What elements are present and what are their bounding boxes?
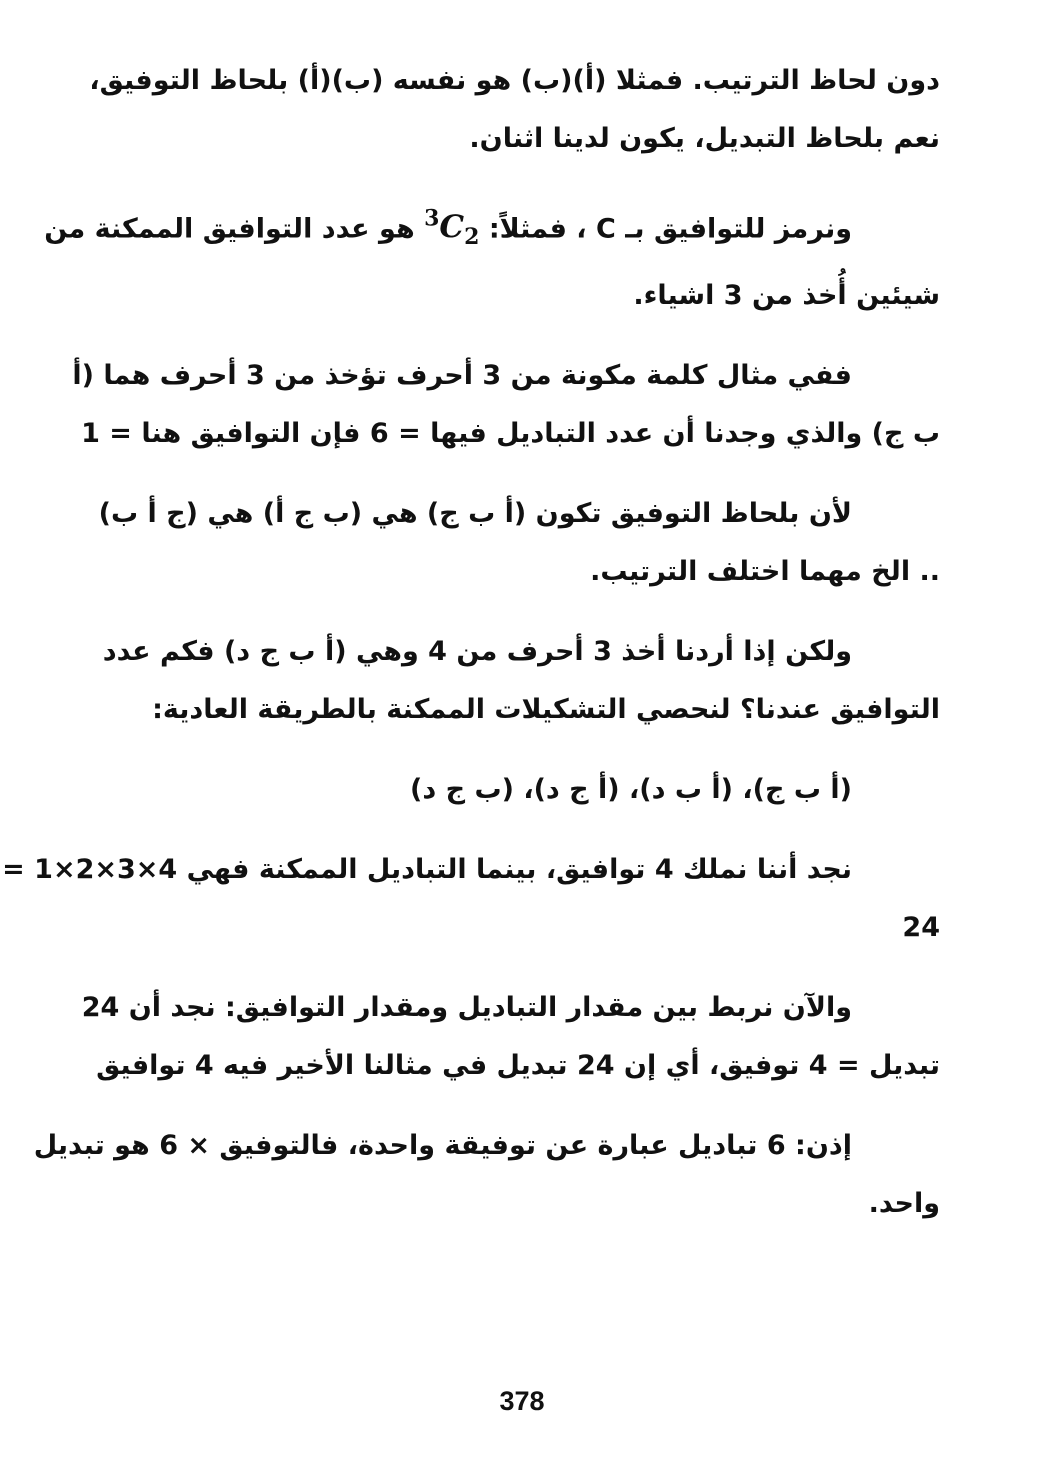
paragraph-4-line-1: لأن بلحاظ التوفيق تكون (أ ب ج) هي (ب ج أ) هي (ج أ ب)	[98, 497, 852, 529]
paragraph-2-line-1	[44, 190, 940, 267]
paragraph-3	[72, 347, 940, 463]
paragraph-3-line-1: ففي مثال كلمة مكونة من 3 أحرف تؤخذ من 3 أحرف هما (أ	[72, 359, 852, 391]
paragraph-8-line-1: والآن نربط بين مقدار التباديل ومقدار التوافيق: نجد أن 24	[81, 991, 852, 1023]
paragraph-9	[33, 1117, 940, 1233]
formula-base: C	[439, 209, 465, 246]
paragraph-6	[104, 761, 940, 819]
combinations-list: (أ ب ج)، (أ ب د)، (أ ج د)، (ب ج د)	[410, 773, 852, 805]
paragraph-4-line-2: .. الخ مهما اختلف الترتيب.	[590, 555, 940, 587]
formula-subscript: 2	[464, 224, 480, 251]
combination-formula	[424, 206, 480, 251]
paragraph-7-line-1: نجد أننا نملك 4 توافيق، بينما التباديل الممكنة فهي 4×3×2×1 =	[2, 853, 852, 885]
page-number: 378	[499, 1386, 545, 1416]
paragraph-9-line-2: واحد.	[868, 1187, 940, 1219]
paragraph-5	[104, 623, 940, 739]
paragraph-5-line-2: التوافيق عندنا؟ لنحصي التشكيلات الممكنة بالطريقة العادية:	[152, 693, 940, 725]
paragraph-8-line-2: تبديل = 4 توفيق، أي إن 24 تبديل في مثالنا الأخير فيه 4 توافيق	[96, 1049, 940, 1081]
paragraph-1	[89, 52, 940, 168]
paragraph-7	[2, 841, 940, 957]
paragraph-9-line-1: إذن: 6 تباديل عبارة عن توفيقة واحدة، فالتوفيق × 6 هو تبديل	[33, 1129, 852, 1161]
paragraph-3-line-2: ب ج) والذي وجدنا أن عدد التباديل فيها = 6 فإن التوافيق هنا = 1	[81, 417, 940, 449]
paragraph-2-text-before-formula: ونرمز للتوافيق بـ C ، فمثلاً:	[488, 213, 852, 245]
paragraph-2	[44, 190, 940, 325]
paragraph-1-line-2: نعم بلحاظ التبديل، يكون لدينا اثنان.	[469, 123, 940, 154]
paragraph-5-line-1: ولكن إذا أردنا أخذ 3 أحرف من 4 وهي (أ ب ج د) فكم عدد	[102, 635, 852, 667]
paragraph-7-line-2: 24	[902, 911, 940, 943]
page-body	[2, 52, 940, 1255]
paragraph-8	[81, 979, 940, 1095]
formula-superscript: 3	[424, 206, 440, 232]
paragraph-2-text-after-formula: هو عدد التوافيق الممكنة من	[44, 213, 415, 245]
paragraph-4	[98, 485, 940, 601]
paragraph-1-line-1: دون لحاظ الترتيب. فمثلا (أ)(ب) هو نفسه (ب)(أ) بلحاظ التوفيق،	[89, 65, 940, 96]
paragraph-2-line-2: شيئين أُخذ من 3 اشياء.	[633, 279, 940, 311]
